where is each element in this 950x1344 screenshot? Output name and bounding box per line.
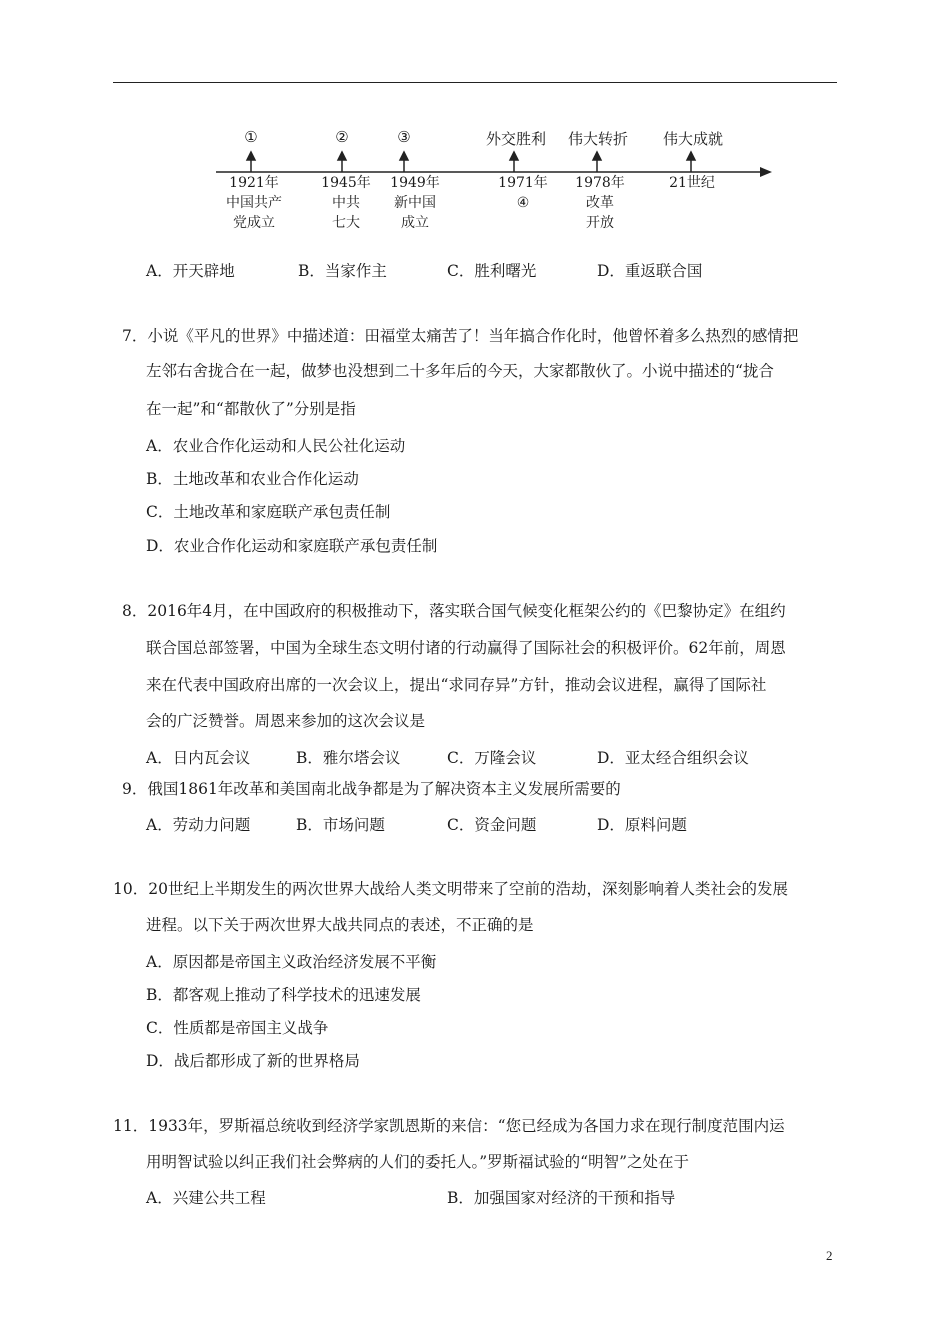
timeline-top-label: 伟大成就 bbox=[662, 130, 723, 148]
q11-option-b: B．加强国家对经济的干预和指导 bbox=[447, 1189, 676, 1207]
q7-option-b: B．土地改革和农业合作化运动 bbox=[146, 470, 359, 488]
timeline-arrowhead bbox=[760, 167, 772, 177]
q9-option-d: D．原料问题 bbox=[597, 816, 687, 834]
q7-stem-line: 左邻右舍拢合在一起，做梦也没想到二十多年后的今天，大家都散伙了。小说中描述的“拢合 bbox=[146, 362, 774, 380]
timeline-arrows bbox=[247, 152, 695, 172]
page-number: 2 bbox=[826, 1248, 833, 1263]
timeline-event-1921: 1921年 中国共产 党成立 bbox=[226, 175, 282, 231]
q10-stem-line: 10．20世纪上半期发生的两次世界大战给人类文明带来了空前的浩劫，深刻影响着人类社会的发展 bbox=[113, 880, 788, 898]
q8-option-b: B．雅尔塔会议 bbox=[296, 749, 401, 767]
timeline-event-1945: 1945年 中共 七大 bbox=[321, 175, 371, 231]
timeline-top-label: ① bbox=[244, 128, 258, 146]
q11-option-a: A．兴建公共工程 bbox=[146, 1189, 266, 1207]
q10-option-b: B．都客观上推动了科学技术的迅速发展 bbox=[146, 986, 421, 1004]
timeline-diagram bbox=[0, 0, 950, 240]
q10-stem-line: 进程。以下关于两次世界大战共同点的表述，不正确的是 bbox=[146, 916, 534, 934]
q6-option-d: D．重返联合国 bbox=[597, 262, 703, 280]
q8-stem-line: 来在代表中国政府出席的一次会议上，提出“求同存异”方针，推动会议进程，赢得了国际社 bbox=[146, 676, 767, 694]
timeline-top-label: ③ bbox=[397, 128, 411, 146]
q8-option-a: A．日内瓦会议 bbox=[146, 749, 251, 767]
q7-stem-line: 在一起”和“都散伙了”分别是指 bbox=[146, 400, 356, 418]
q7-option-d: D．农业合作化运动和家庭联产承包责任制 bbox=[146, 537, 438, 555]
timeline-top-label: 伟大转折 bbox=[567, 130, 628, 148]
q9-stem-line: 9．俄国1861年改革和美国南北战争都是为了解决资本主义发展所需要的 bbox=[122, 780, 621, 798]
q9-option-a: A．劳动力问题 bbox=[146, 816, 251, 834]
q8-stem-line: 联合国总部签署，中国为全球生态文明付诸的行动赢得了国际社会的积极评价。62年前，周恩 bbox=[146, 639, 786, 657]
q10-option-d: D．战后都形成了新的世界格局 bbox=[146, 1052, 360, 1070]
q6-option-b: B．当家作主 bbox=[298, 262, 387, 280]
q10-option-a: A．原因都是帝国主义政治经济发展不平衡 bbox=[146, 953, 437, 971]
q6-option-a: A．开天辟地 bbox=[146, 262, 235, 280]
q11-stem-line: 用明智试验以纠正我们社会弊病的人们的委托人。”罗斯福试验的“明智”之处在于 bbox=[146, 1153, 690, 1171]
q7-option-c: C．土地改革和家庭联产承包责任制 bbox=[146, 503, 391, 521]
q9-option-b: B．市场问题 bbox=[296, 816, 385, 834]
timeline-event-1978: 1978年 改革 开放 bbox=[575, 175, 625, 231]
q7-option-a: A．农业合作化运动和人民公社化运动 bbox=[146, 437, 406, 455]
q8-stem-line: 8．2016年4月，在中国政府的积极推动下，落实联合国气候变化框架公约的《巴黎协定》在组约 bbox=[122, 602, 786, 620]
q8-option-d: D．亚太经合组织会议 bbox=[597, 749, 749, 767]
q11-stem-line: 11．1933年，罗斯福总统收到经济学家凯恩斯的来信：“您已经成为各国力求在现行制度范围内运 bbox=[113, 1117, 785, 1135]
q8-stem-line: 会的广泛赞誉。周恩来参加的这次会议是 bbox=[146, 712, 426, 730]
q7-stem-line: 7．小说《平凡的世界》中描述道：田福堂太痛苦了！当年搞合作化时，他曾怀着多么热烈的感情把 bbox=[122, 327, 799, 345]
q6-option-c: C．胜利曙光 bbox=[447, 262, 537, 280]
q8-option-c: C．万隆会议 bbox=[447, 749, 537, 767]
timeline-top-label: 外交胜利 bbox=[485, 130, 546, 148]
q9-option-c: C．资金问题 bbox=[447, 816, 537, 834]
timeline-event-1949: 1949年 新中国 成立 bbox=[390, 175, 440, 231]
timeline-event-21c: 21世纪 bbox=[669, 175, 715, 191]
timeline-event-1971: 1971年 ④ bbox=[498, 175, 548, 211]
timeline-top-label: ② bbox=[335, 128, 349, 146]
q10-option-c: C．性质都是帝国主义战争 bbox=[146, 1019, 329, 1037]
